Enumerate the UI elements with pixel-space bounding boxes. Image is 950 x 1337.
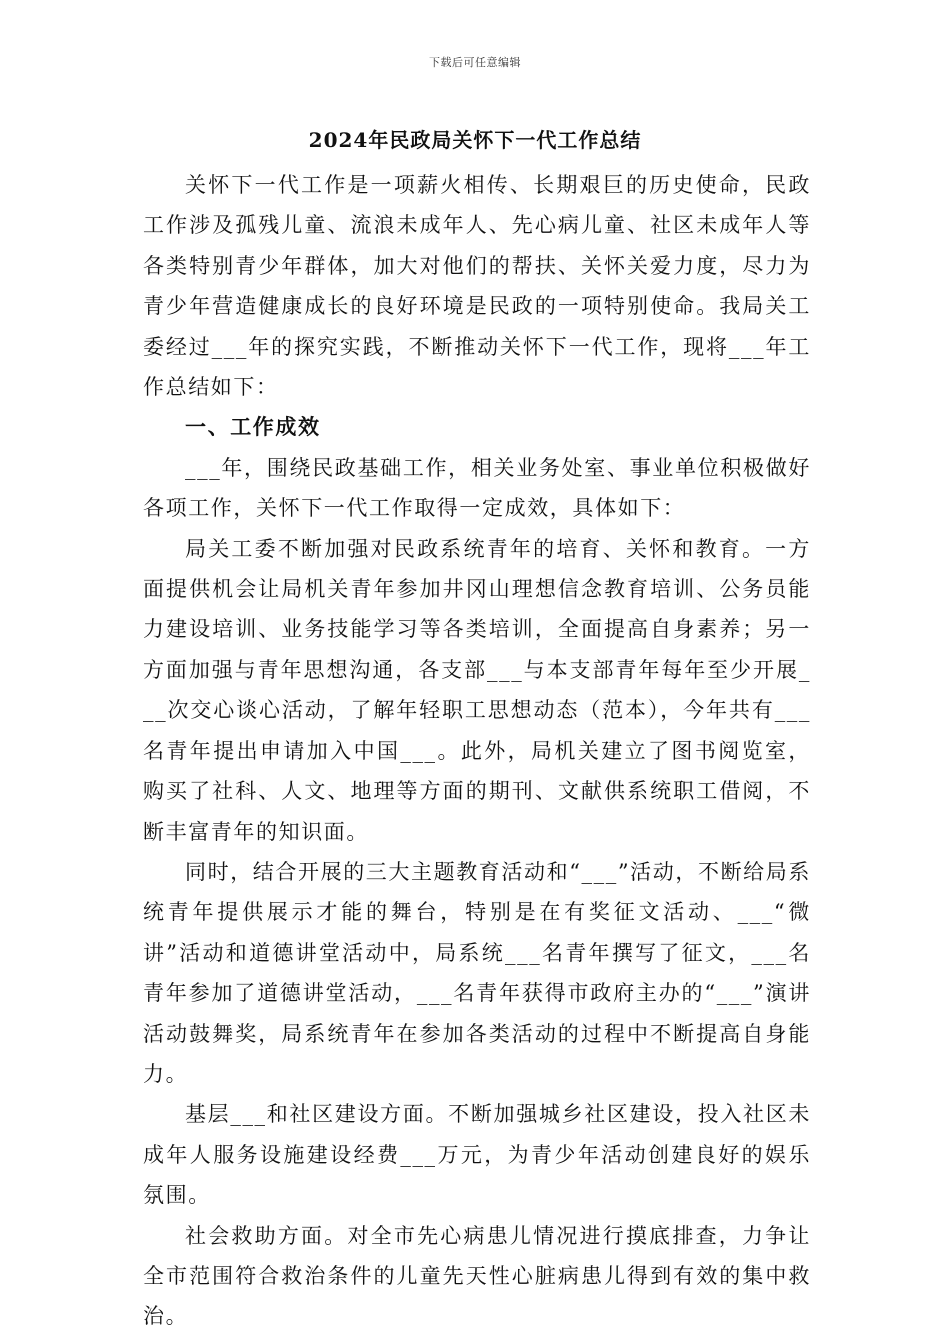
document-title: 2024年民政局关怀下一代工作总结: [308, 128, 642, 152]
document-body: [143, 165, 811, 1337]
body-paragraph: ___年，围绕民政基础工作，相关业务处室、事业单位积极做好各项工作，关怀下一代工作取得一定成效，具体如下：: [143, 455, 811, 521]
body-paragraph: 同时，结合开展的三大主题教育活动和“___”活动，不断给局系统青年提供展示才能的舞台，特别是在有奖征文活动、___“微讲”活动和道德讲堂活动中，局系统___名青年撰写了征文，___名青年参加了道德讲堂活动，___名青年获得市政府主办的“___”演讲活动鼓舞奖，局系统青年在参加各类活动的过程中不断提高自身能力。: [143, 859, 811, 1086]
body-paragraph: 基层___和社区建设方面。不断加强城乡社区建设，投入社区未成年人服务设施建设经费___万元，为青少年活动创建良好的娱乐氛围。: [143, 1102, 811, 1208]
intro-paragraph: 关怀下一代工作是一项薪火相传、长期艰巨的历史使命，民政工作涉及孤残儿童、流浪未成年人、先心病儿童、社区未成年人等各类特别青少年群体，加大对他们的帮扶、关怀关爱力度，尽力为青少年营造健康成长的良好环境是民政的一项特别使命。我局关工委经过___年的探究实践，不断推动关怀下一代工作，现将___年工作总结如下：: [143, 173, 811, 400]
body-paragraph: 局关工委不断加强对民政系统青年的培育、关怀和教育。一方面提供机会让局机关青年参加井冈山理想信念教育培训、公务员能力建设培训、业务技能学习等各类培训，全面提高自身素养；另一方面加强与青年思想沟通，各支部___与本支部青年每年至少开展___次交心谈心活动，了解年轻职工思想动态（范本），今年共有___名青年提出申请加入中国___。此外，局机关建立了图书阅览室，购买了社科、人文、地理等方面的期刊、文献供系统职工借阅，不断丰富青年的知识面。: [143, 536, 811, 844]
header-note: 下载后可任意编辑: [429, 56, 521, 69]
body-paragraph: 社会救助方面。对全市先心病患儿情况进行摸底排查，力争让全市范围符合救治条件的儿童先天性心脏病患儿得到有效的集中救治。: [143, 1223, 811, 1329]
section-heading: 一、工作成效: [185, 414, 321, 440]
